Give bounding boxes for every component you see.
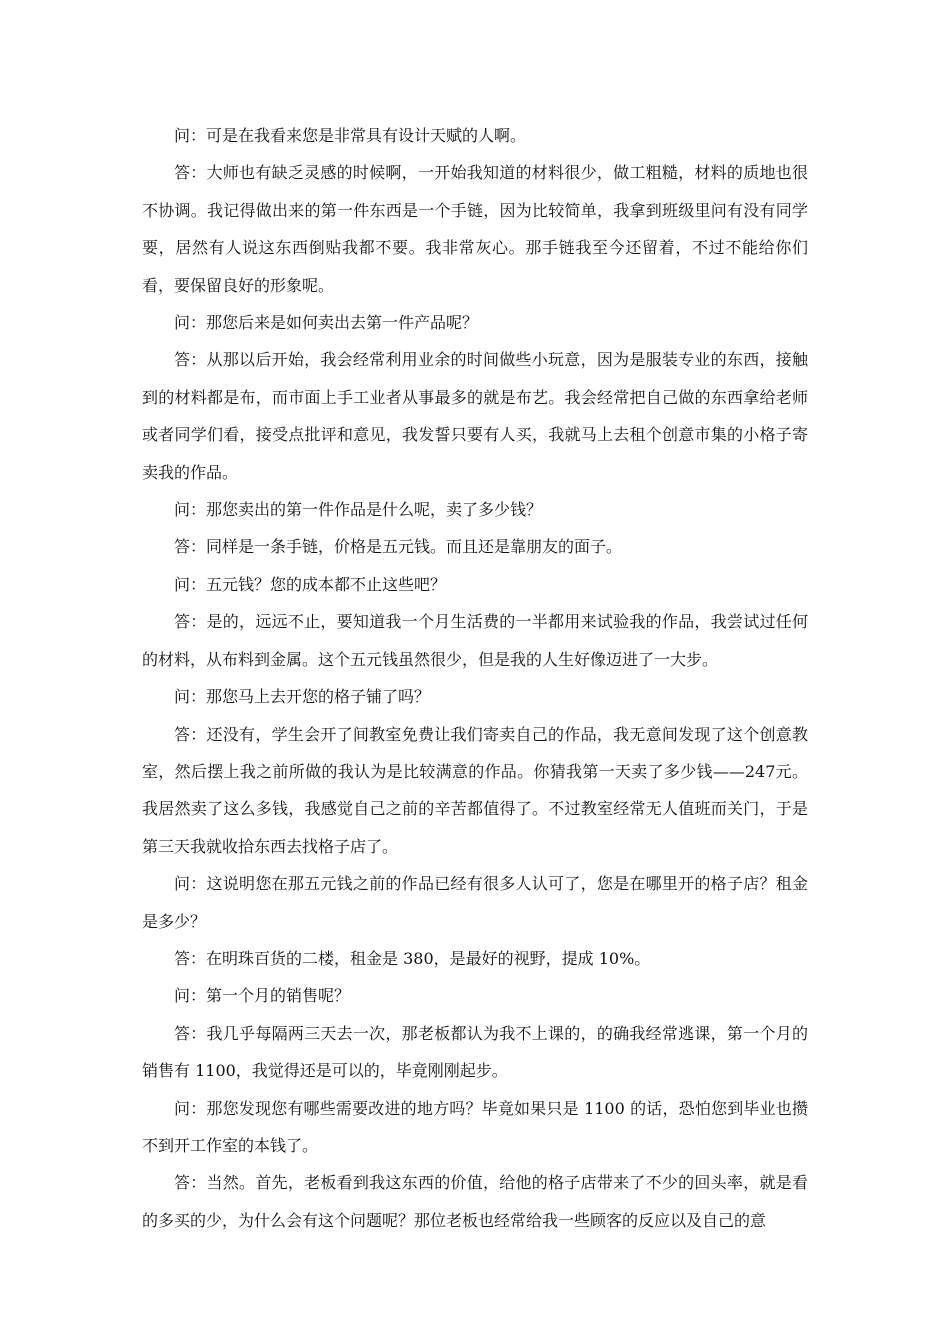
question-paragraph: 问：第一个月的销售呢？	[174, 986, 351, 1006]
question-paragraph: 问：那您后来是如何卖出去第一件产品呢？	[174, 313, 479, 333]
question-paragraph: 问：那您马上去开您的格子铺了吗？	[174, 687, 431, 707]
question-paragraph: 问：可是在我看来您是非常具有设计天赋的人啊。	[174, 126, 527, 145]
question-paragraph: 问：那您卖出的第一件作品是什么呢，卖了多少钱？	[174, 500, 543, 520]
answer-paragraph: 答：大师也有缺乏灵感的时候啊，一开始我知道的材料很少，做工粗糙，材料的质地也很不协调。我记得做出来的第一件东西是一个手链，因为比较简单，我拿到班级里问有没有同学要，居然有人说这东西倒贴我都不要。我非常灰心。那手链我至今还留着，不过不能给你们看，要保留良好的形象呢。	[142, 163, 808, 295]
question-paragraph: 问：这说明您在那五元钱之前的作品已经有很多人认可了，您是在哪里开的格子店？租金是多少？	[142, 874, 808, 931]
interview-text	[142, 117, 808, 1239]
answer-paragraph: 答：同样是一条手链，价格是五元钱。而且还是靠朋友的面子。	[174, 537, 623, 557]
answer-paragraph: 答：当然。首先，老板看到我这东西的价值，给他的格子店带来了不少的回头率，就是看的多买的少，为什么会有这个问题呢？那位老板也经常给我一些顾客的反应以及自己的意	[142, 1173, 808, 1230]
question-paragraph: 问：那您发现您有哪些需要改进的地方吗？毕竟如果只是 1100 的话，恐怕您到毕业也攒不到开工作室的本钱了。	[142, 1098, 808, 1155]
answer-paragraph: 答：还没有，学生会开了间教室免费让我们寄卖自己的作品，我无意间发现了这个创意教室，然后摆上我之前所做的我认为是比较满意的作品。你猜我第一天卖了多少钱——247元。我居然卖了这么多钱，我感觉自己之前的辛苦都值得了。不过教室经常无人值班而关门，于是第三天我就收拾东西去找格子店了。	[142, 724, 808, 856]
question-paragraph: 问：五元钱？您的成本都不止这些吧？	[174, 574, 447, 594]
answer-paragraph: 答：从那以后开始，我会经常利用业余的时间做些小玩意，因为是服装专业的东西，接触到的材料都是布，而市面上手工业者从事最多的就是布艺。我会经常把自己做的东西拿给老师或者同学们看，接受点批评和意见，我发誓只要有人买，我就马上去租个创意市集的小格子寄卖我的作品。	[142, 350, 808, 482]
answer-paragraph: 答：我几乎每隔两三天去一次，那老板都认为我不上课的，的确我经常逃课，第一个月的销售有 1100，我觉得还是可以的，毕竟刚刚起步。	[142, 1023, 808, 1081]
answer-paragraph: 答：是的，远远不止，要知道我一个月生活费的一半都用来试验我的作品，我尝试过任何的材料，从布料到金属。这个五元钱虽然很少，但是我的人生好像迈进了一大步。	[142, 612, 808, 669]
answer-paragraph: 答：在明珠百货的二楼，租金是 380，是最好的视野，提成 10%。	[174, 948, 651, 968]
